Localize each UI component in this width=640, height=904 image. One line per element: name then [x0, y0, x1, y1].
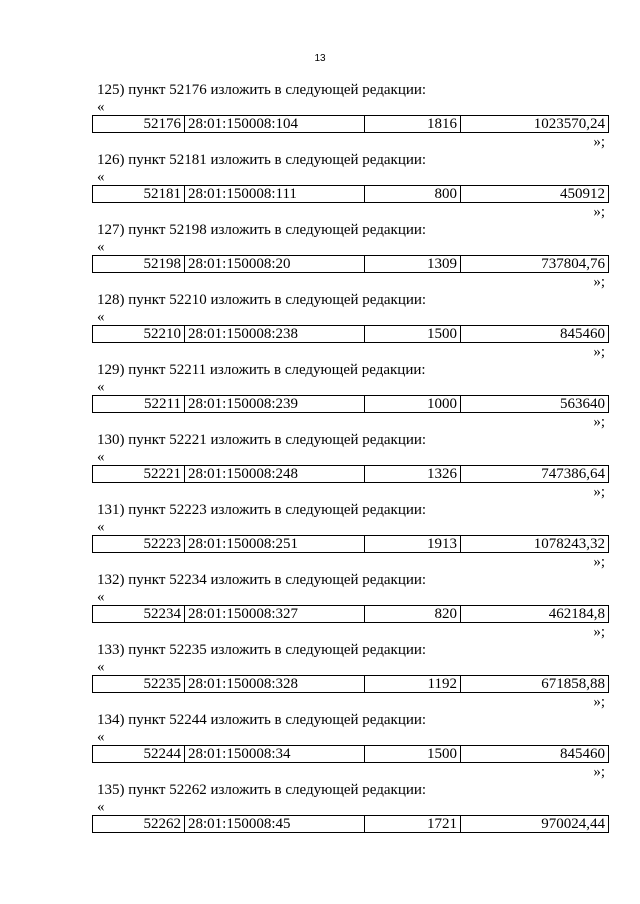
- table-row: [92, 255, 609, 273]
- area-cell: 800: [365, 186, 461, 202]
- value-cell: 450912: [560, 186, 605, 202]
- cadastral-number-cell: 28:01:150008:45: [185, 816, 365, 832]
- opening-quote: «: [97, 659, 105, 675]
- closing-quote: »;: [593, 344, 605, 360]
- table-row: [92, 815, 609, 833]
- opening-quote: «: [97, 239, 105, 255]
- cadastral-number-cell: 28:01:150008:327: [185, 606, 365, 622]
- closing-quote: »;: [593, 134, 605, 150]
- item-number-cell: 52244: [93, 746, 185, 762]
- table-row: [92, 115, 609, 133]
- area-cell: 1500: [365, 326, 461, 342]
- amendment-item: [0, 501, 640, 571]
- value-cell: 462184,8: [548, 606, 605, 622]
- amendment-item: [0, 151, 640, 221]
- item-number-cell: 52181: [93, 186, 185, 202]
- area-cell: 1816: [365, 116, 461, 132]
- table-row: [92, 325, 609, 343]
- amendment-item: [0, 221, 640, 291]
- closing-quote: »;: [593, 554, 605, 570]
- item-number-cell: 52234: [93, 606, 185, 622]
- amendment-item: [0, 571, 640, 641]
- value-cell: 970024,44: [541, 816, 605, 832]
- table-row: [92, 395, 609, 413]
- opening-quote: «: [97, 799, 105, 815]
- amendment-heading: 130) пункт 52221 изложить в следующей редакции:: [97, 432, 427, 448]
- cadastral-number-cell: 28:01:150008:34: [185, 746, 365, 762]
- area-cell: 1192: [365, 676, 461, 692]
- closing-quote: »;: [593, 694, 605, 710]
- item-number-cell: 52211: [93, 396, 185, 412]
- area-cell: 1913: [365, 536, 461, 552]
- amendment-heading: 135) пункт 52262 изложить в следующей редакции:: [97, 782, 427, 798]
- table-row: [92, 535, 609, 553]
- value-cell: 845460: [560, 326, 605, 342]
- opening-quote: «: [97, 729, 105, 745]
- cadastral-number-cell: 28:01:150008:251: [185, 536, 365, 552]
- value-cell: 1023570,24: [533, 116, 605, 132]
- table-row: [92, 745, 609, 763]
- amendment-item: [0, 81, 640, 151]
- opening-quote: «: [97, 379, 105, 395]
- amendment-list: [0, 81, 640, 851]
- amendment-heading: 134) пункт 52244 изложить в следующей редакции:: [97, 712, 427, 728]
- closing-quote: »;: [593, 274, 605, 290]
- value-cell: 1078243,32: [533, 536, 605, 552]
- amendment-heading: 128) пункт 52210 изложить в следующей редакции:: [97, 292, 427, 308]
- value-cell: 737804,76: [541, 256, 605, 272]
- opening-quote: «: [97, 519, 105, 535]
- amendment-heading: 133) пункт 52235 изложить в следующей редакции:: [97, 642, 427, 658]
- area-cell: 1500: [365, 746, 461, 762]
- area-cell: 1309: [365, 256, 461, 272]
- cadastral-number-cell: 28:01:150008:328: [185, 676, 365, 692]
- cadastral-number-cell: 28:01:150008:20: [185, 256, 365, 272]
- opening-quote: «: [97, 99, 105, 115]
- amendment-item: [0, 291, 640, 361]
- amendment-item: [0, 431, 640, 501]
- opening-quote: «: [97, 589, 105, 605]
- amendment-item: [0, 641, 640, 711]
- cadastral-number-cell: 28:01:150008:111: [185, 186, 365, 202]
- opening-quote: «: [97, 449, 105, 465]
- cadastral-number-cell: 28:01:150008:104: [185, 116, 365, 132]
- item-number-cell: 52223: [93, 536, 185, 552]
- amendment-item: [0, 711, 640, 781]
- value-cell: 671858,88: [541, 676, 605, 692]
- amendment-item: [0, 361, 640, 431]
- closing-quote: »;: [593, 414, 605, 430]
- table-row: [92, 605, 609, 623]
- area-cell: 1000: [365, 396, 461, 412]
- area-cell: 1326: [365, 466, 461, 482]
- item-number-cell: 52198: [93, 256, 185, 272]
- value-cell: 845460: [560, 746, 605, 762]
- cadastral-number-cell: 28:01:150008:238: [185, 326, 365, 342]
- closing-quote: »;: [593, 624, 605, 640]
- area-cell: 1721: [365, 816, 461, 832]
- closing-quote: »;: [593, 204, 605, 220]
- amendment-heading: 126) пункт 52181 изложить в следующей редакции:: [97, 152, 427, 168]
- amendment-item: [0, 781, 640, 851]
- amendment-heading: 129) пункт 52211 изложить в следующей редакции:: [97, 362, 426, 378]
- amendment-heading: 132) пункт 52234 изложить в следующей редакции:: [97, 572, 427, 588]
- item-number-cell: 52262: [93, 816, 185, 832]
- table-row: [92, 465, 609, 483]
- value-cell: 747386,64: [541, 466, 605, 482]
- page-number: 13: [314, 53, 326, 64]
- item-number-cell: 52235: [93, 676, 185, 692]
- opening-quote: «: [97, 169, 105, 185]
- amendment-heading: 127) пункт 52198 изложить в следующей редакции:: [97, 222, 427, 238]
- closing-quote: »;: [593, 484, 605, 500]
- cadastral-number-cell: 28:01:150008:239: [185, 396, 365, 412]
- item-number-cell: 52221: [93, 466, 185, 482]
- item-number-cell: 52210: [93, 326, 185, 342]
- table-row: [92, 675, 609, 693]
- closing-quote: »;: [593, 764, 605, 780]
- area-cell: 820: [365, 606, 461, 622]
- cadastral-number-cell: 28:01:150008:248: [185, 466, 365, 482]
- opening-quote: «: [97, 309, 105, 325]
- amendment-heading: 131) пункт 52223 изложить в следующей редакции:: [97, 502, 427, 518]
- value-cell: 563640: [560, 396, 605, 412]
- table-row: [92, 185, 609, 203]
- amendment-heading: 125) пункт 52176 изложить в следующей редакции:: [97, 82, 427, 98]
- item-number-cell: 52176: [93, 116, 185, 132]
